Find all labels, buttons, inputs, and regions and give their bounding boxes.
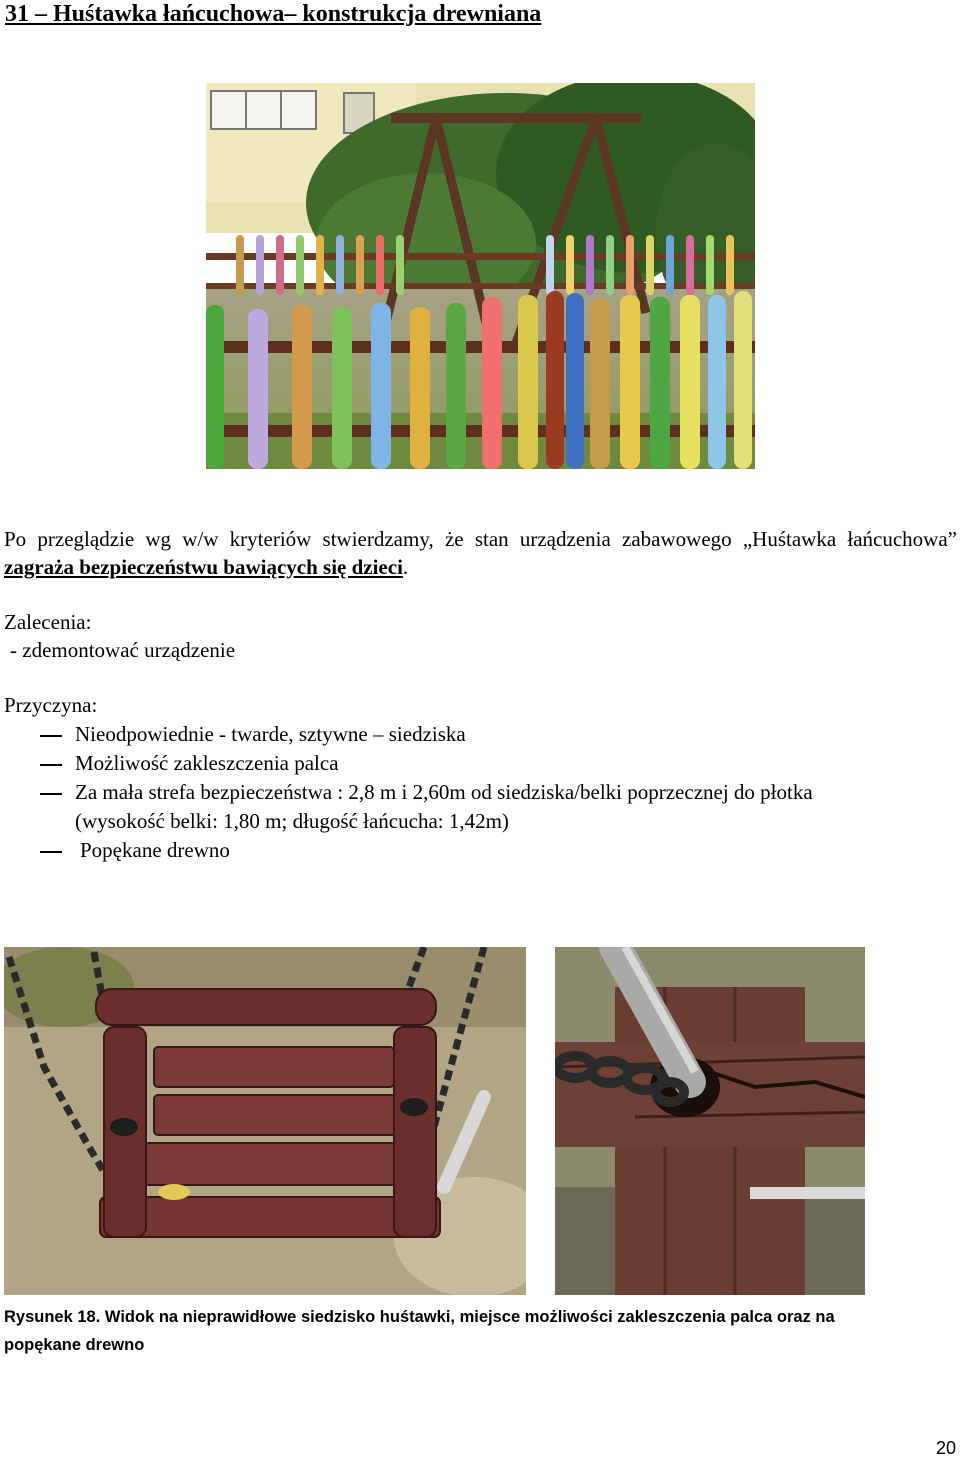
- swing-seat-photo: [4, 947, 526, 1295]
- assessment-paragraph: Po przeglądzie wg w/w kryteriów stwierdzamy, że stan urządzenia zabawowego „Huśtawka łańcuchowa” zagraża bezpieczeństwu bawiących się dzieci.: [4, 527, 957, 579]
- cause-item: Za mała strefa bezpieczeństwa : 2,8 m i 2,60m od siedziska/belki poprzecznej do płotka: [75, 780, 813, 804]
- figure-caption: Rysunek 18. Widok na nieprawidłowe siedzisko huśtawki, miejsce możliwości zakleszczenia palca oraz na popękane drewno: [4, 1308, 835, 1354]
- cause-item: Nieodpowiednie - twarde, sztywne – siedziska: [75, 722, 466, 746]
- list-dash: [40, 851, 62, 853]
- list-dash: [40, 735, 62, 737]
- page-title: 31 – Huśtawka łańcuchowa– konstrukcja drewniana: [5, 1, 542, 27]
- list-dash: [40, 764, 62, 766]
- cause-item-continuation: (wysokość belki: 1,80 m; długość łańcucha: 1,42m): [75, 809, 509, 833]
- recommendations-heading: Zalecenia:: [4, 610, 92, 634]
- swing-fence-photo: [206, 83, 755, 469]
- cause-heading: Przyczyna:: [4, 693, 98, 717]
- cause-item: Popękane drewno: [80, 838, 230, 862]
- page-number: 20: [935, 1438, 956, 1458]
- recommendation-item: - zdemontować urządzenie: [10, 638, 236, 662]
- cracked-wood-photo: [555, 947, 865, 1295]
- figure-label: Rysunek 18.: [4, 1308, 101, 1326]
- danger-highlight: zagraża bezpieczeństwu bawiących się dzieci: [4, 555, 403, 579]
- cause-item: Możliwość zakleszczenia palca: [75, 751, 339, 775]
- list-dash: [40, 793, 62, 795]
